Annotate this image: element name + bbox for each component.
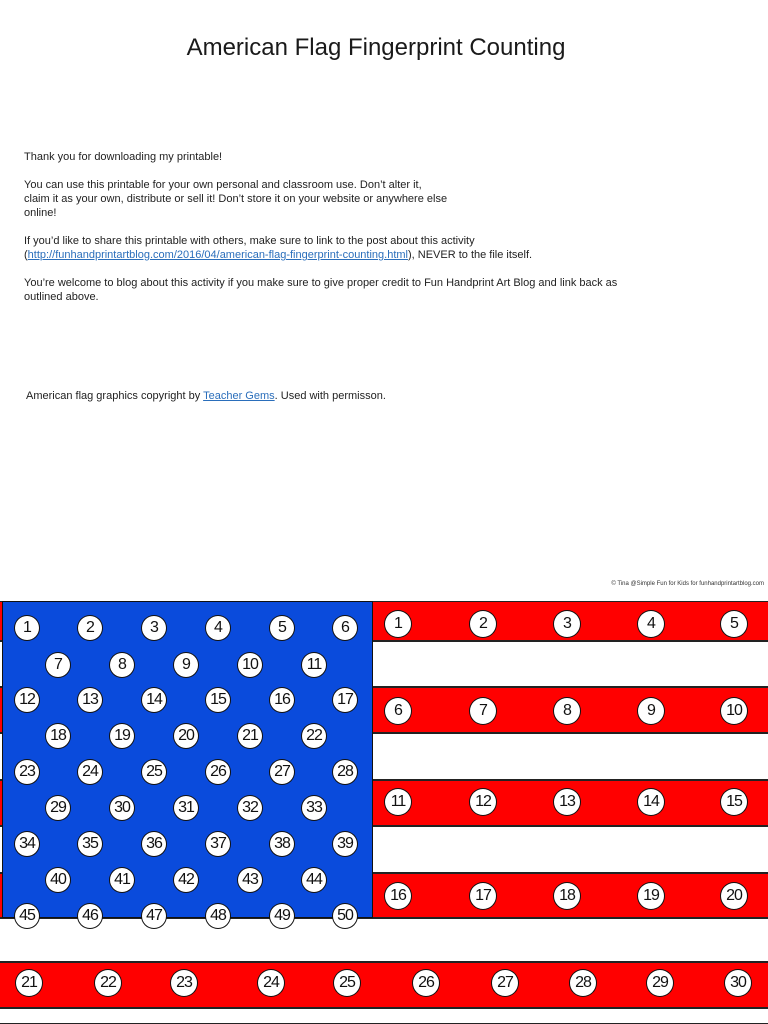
stripe-number: 9: [638, 698, 664, 724]
star-number: 21: [238, 724, 262, 748]
stripe-number: 16: [385, 883, 411, 909]
usage-line-3: online!: [24, 207, 57, 219]
star-number: 23: [15, 760, 39, 784]
star-number: 49: [270, 904, 294, 928]
copyright-notice: © Tina @Simple Fun for Kids for funhandprintartblog.com: [611, 581, 764, 587]
star-number: 37: [206, 832, 230, 856]
share-line-1: If you’d like to share this printable with others, make sure to link to the post about this activity: [24, 235, 475, 247]
star-number: 5: [270, 616, 294, 640]
star-number: 28: [333, 760, 357, 784]
stripe-number: 25: [334, 970, 360, 996]
star-number: 46: [78, 904, 102, 928]
usage-paragraph: [24, 178, 724, 220]
star-number: 26: [206, 760, 230, 784]
stripe-number: 27: [492, 970, 518, 996]
blog-line-1: You’re welcome to blog about this activity if you make sure to give proper credit to Fun Handprint Art Blog and link back as: [24, 277, 618, 289]
star-number: 16: [270, 688, 294, 712]
share-paragraph: [24, 234, 724, 262]
star-number: 32: [238, 796, 262, 820]
star-number: 7: [46, 653, 70, 677]
stripe-number: 30: [725, 970, 751, 996]
star-number: 43: [238, 868, 262, 892]
star-number: 45: [15, 904, 39, 928]
page-title: American Flag Fingerprint Counting: [186, 34, 566, 61]
stripe-number: 24: [258, 970, 284, 996]
stripe-number: 7: [470, 698, 496, 724]
star-number: 12: [15, 688, 39, 712]
star-number: 47: [142, 904, 166, 928]
stripe-number: 6: [385, 698, 411, 724]
star-number: 2: [78, 616, 102, 640]
stripe-number: 14: [638, 789, 664, 815]
share-close-text: ), NEVER to the file itself.: [408, 249, 533, 261]
stripe-number: 12: [470, 789, 496, 815]
star-number: 39: [333, 832, 357, 856]
teacher-gems-link[interactable]: Teacher Gems: [203, 390, 275, 402]
star-number: 48: [206, 904, 230, 928]
stripe-number: 22: [95, 970, 121, 996]
star-number: 50: [333, 904, 357, 928]
star-number: 14: [142, 688, 166, 712]
star-number: 4: [206, 616, 230, 640]
stripe-number: 11: [385, 789, 411, 815]
credit-prefix: American flag graphics copyright by: [26, 390, 204, 402]
stripe-number: 23: [171, 970, 197, 996]
star-number: 25: [142, 760, 166, 784]
stripe-number: 10: [721, 698, 747, 724]
star-number: 3: [142, 616, 166, 640]
star-number: 17: [333, 688, 357, 712]
stripe-number: 2: [470, 611, 496, 637]
star-number: 33: [302, 796, 326, 820]
star-number: 22: [302, 724, 326, 748]
star-number: 15: [206, 688, 230, 712]
star-number: 42: [174, 868, 198, 892]
usage-line-1: You can use this printable for your own personal and classroom use. Don’t alter it,: [24, 179, 422, 191]
star-number: 35: [78, 832, 102, 856]
star-number: 31: [174, 796, 198, 820]
star-number: 10: [238, 653, 262, 677]
american-flag: [0, 600, 768, 1024]
stripe-number: 26: [413, 970, 439, 996]
star-number: 30: [110, 796, 134, 820]
star-number: 18: [46, 724, 70, 748]
stripe-number: 5: [721, 611, 747, 637]
usage-line-2: claim it as your own, distribute or sell it! Don’t store it on your website or anywhere else: [24, 193, 448, 205]
stripe-number: 29: [647, 970, 673, 996]
star-number: 8: [110, 653, 134, 677]
star-number: 19: [110, 724, 134, 748]
star-number: 24: [78, 760, 102, 784]
credit-suffix: . Used with permisson.: [274, 390, 386, 402]
graphics-credit: [26, 390, 386, 402]
star-number: 40: [46, 868, 70, 892]
blog-paragraph: [24, 276, 724, 304]
stripe-number: 17: [470, 883, 496, 909]
star-number: 36: [142, 832, 166, 856]
share-open-paren: (: [24, 249, 28, 261]
stripe-number: 15: [721, 789, 747, 815]
star-number: 27: [270, 760, 294, 784]
blog-line-2: outlined above.: [24, 291, 99, 303]
star-number: 38: [270, 832, 294, 856]
stripe-number: 20: [721, 883, 747, 909]
star-number: 6: [333, 616, 357, 640]
star-number: 9: [174, 653, 198, 677]
thanks-paragraph: Thank you for downloading my printable!: [24, 151, 223, 163]
white-stripe: [0, 918, 768, 962]
star-number: 1: [15, 616, 39, 640]
star-number: 11: [302, 653, 326, 677]
activity-post-link[interactable]: http://funhandprintartblog.com/2016/04/american-flag-fingerprint-counting.html: [27, 249, 408, 261]
stripe-number: 4: [638, 611, 664, 637]
stripe-number: 18: [554, 883, 580, 909]
star-number: 41: [110, 868, 134, 892]
star-number: 34: [15, 832, 39, 856]
intro-text: [24, 150, 724, 318]
stripe-number: 28: [570, 970, 596, 996]
star-number: 20: [174, 724, 198, 748]
stripe-number: 19: [638, 883, 664, 909]
stripe-number: 1: [385, 611, 411, 637]
stripe-number: 21: [16, 970, 42, 996]
star-number: 44: [302, 868, 326, 892]
white-stripe: [0, 1008, 768, 1024]
star-number: 13: [78, 688, 102, 712]
stripe-number: 13: [554, 789, 580, 815]
stripe-number: 8: [554, 698, 580, 724]
star-number: 29: [46, 796, 70, 820]
stripe-number: 3: [554, 611, 580, 637]
